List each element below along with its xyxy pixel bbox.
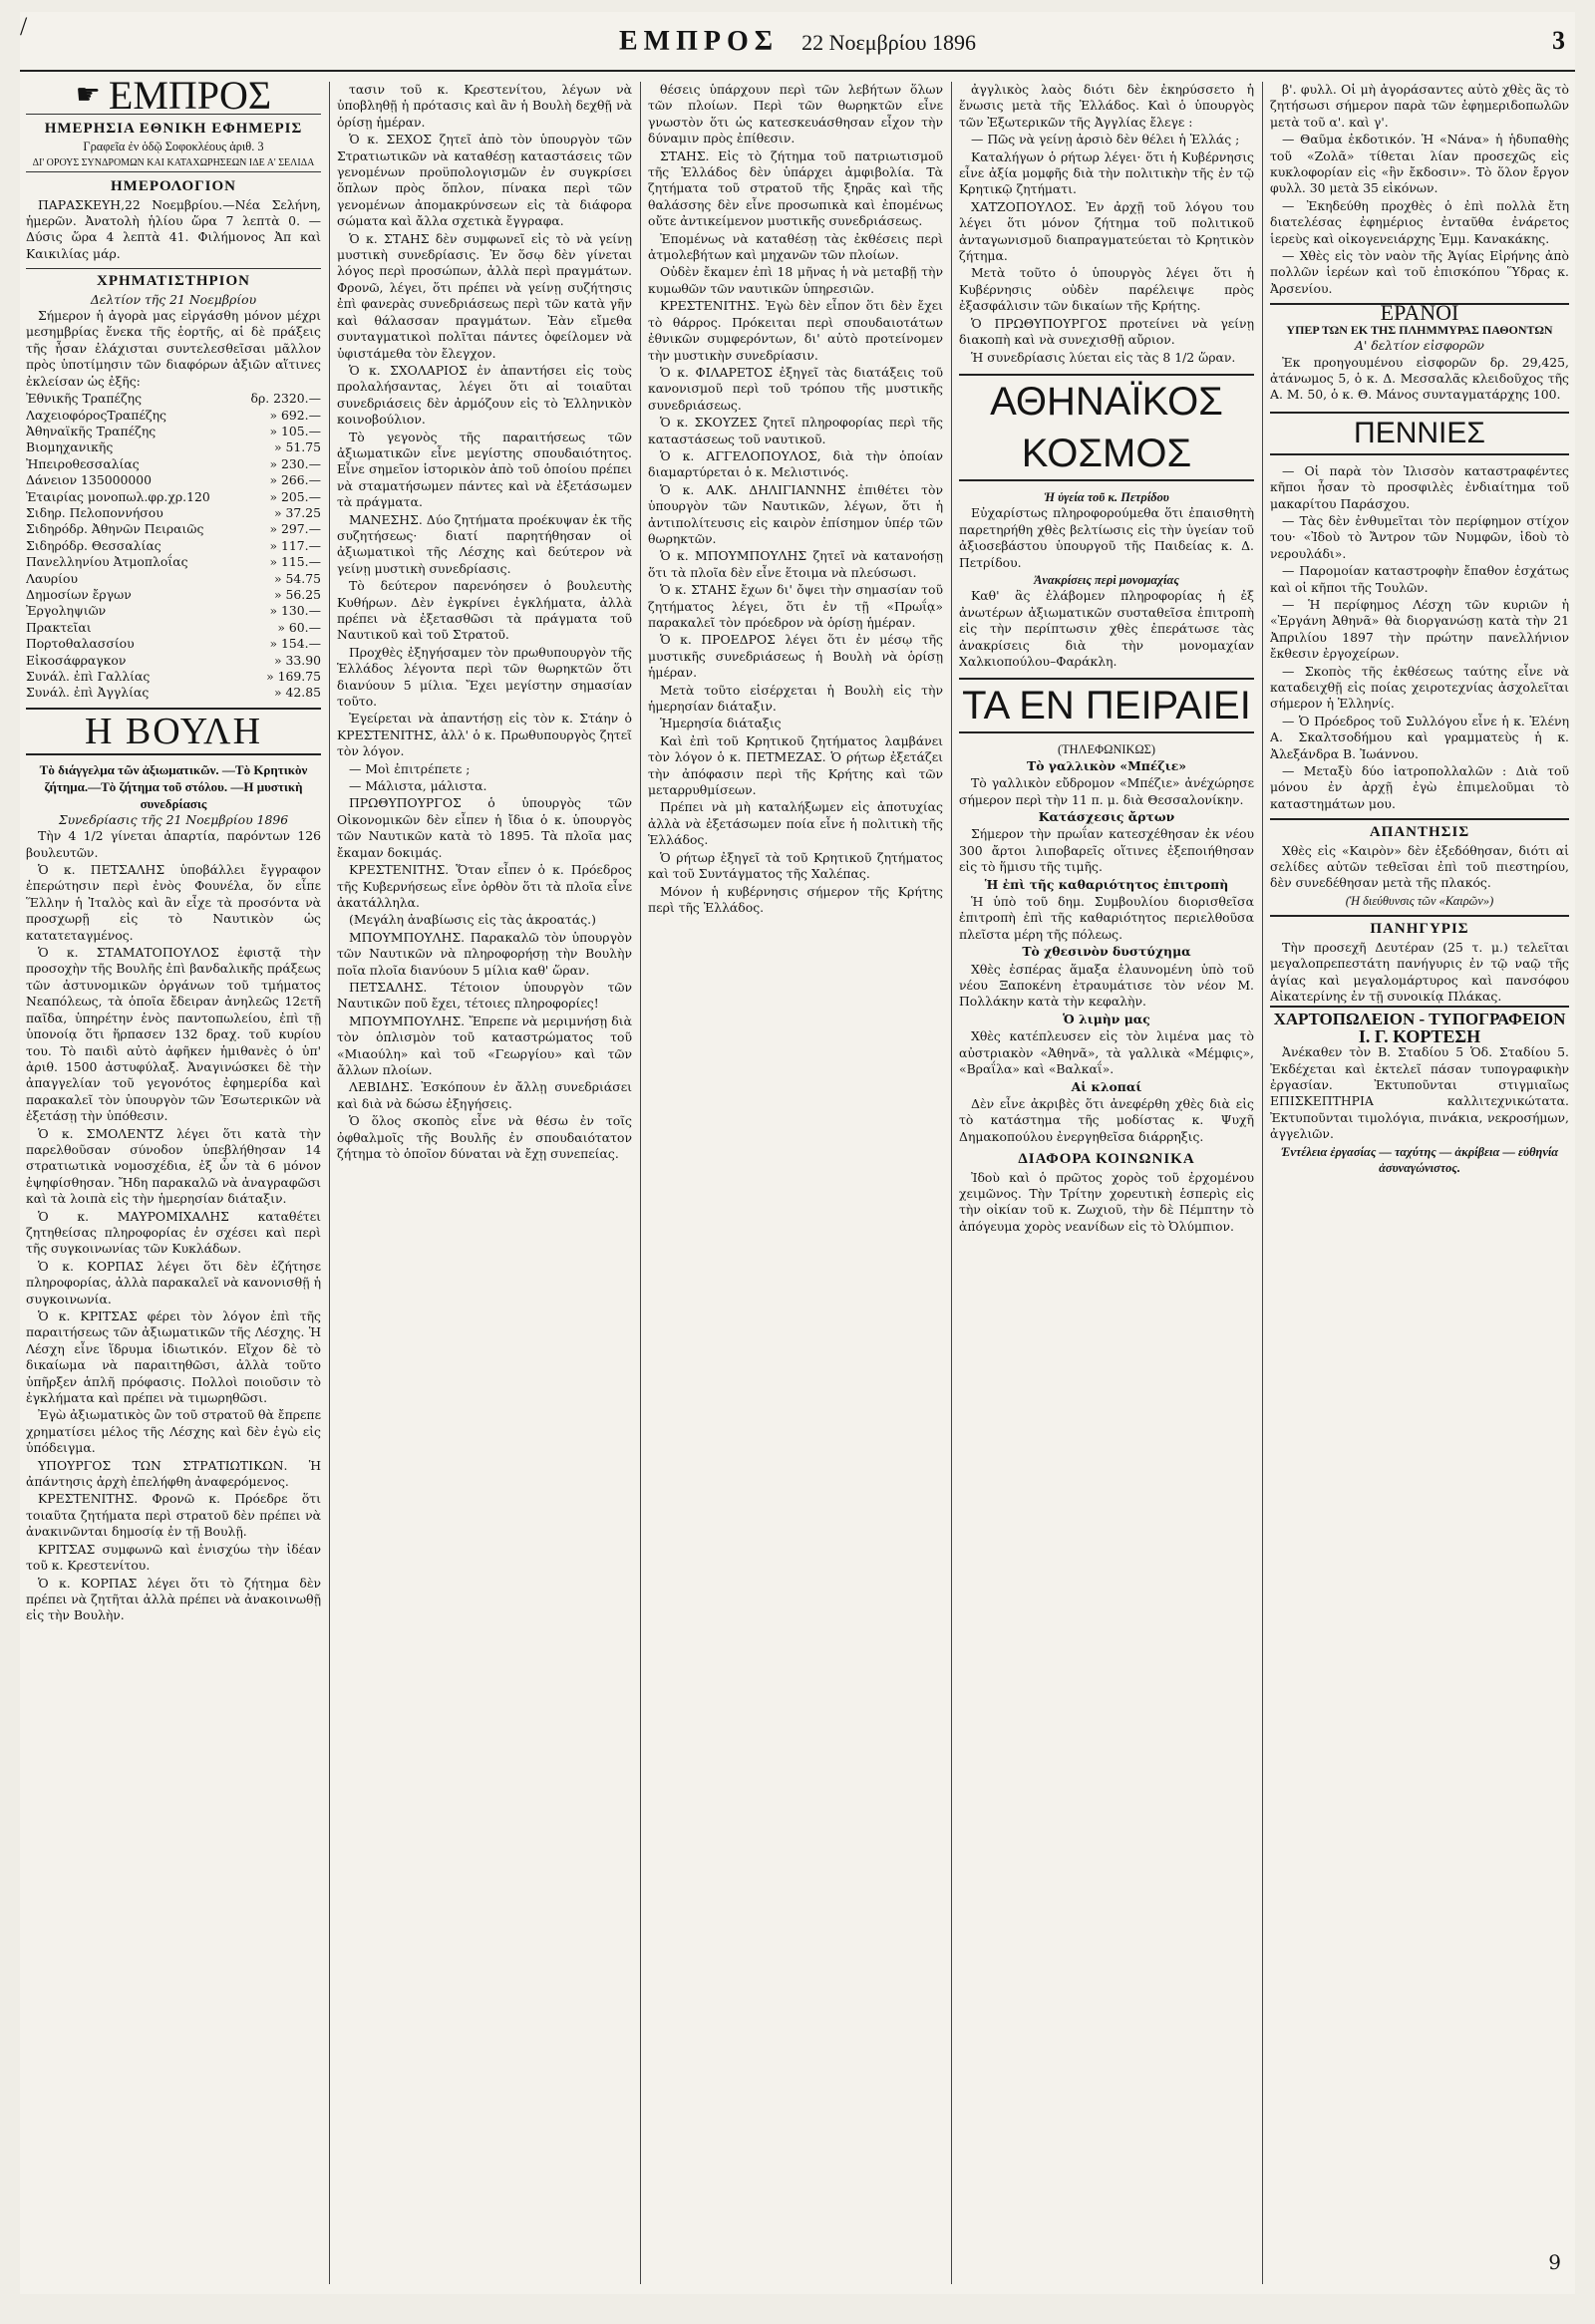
security-name: Δημοσίων ἔργων [26, 586, 132, 602]
calendar-text: ΠΑΡΑΣΚΕΥΗ,22 Νοεμβρίου.—Νέα Σελήνη, ἡμερῶν. Ἀνατολὴ ἡλίου ὥρα 7 λεπτὰ 0. —Δύσις ὥρα 4 λεπτὰ 41. Φιλήμονος Ἀπ καὶ Καικιλίας μάρ. [26, 196, 321, 261]
article-paragraph: Ἐπομένως νὰ καταθέσῃ τὰς ἐκθέσεις περὶ ἀτμολεβήτων καὶ μηχανῶν τῶν πλοίων. [648, 230, 943, 263]
newspaper-name: ΕΜΠΡΟΣ [619, 26, 780, 57]
kosmos-health-text: Εὐχαρίστως πληροφορούμεθα ὅτι ἐπαισθητὴ παρετηρήθη χθὲς βελτίωσις εἰς τὴν ὑγείαν τοῦ ἀξιοσεβάστου ὑπουργοῦ τῆς Παιδείας κ. Δ. Πετρίδου. [959, 505, 1254, 570]
issue-date: 22 Νοεμβρίου 1896 [801, 30, 976, 55]
article-paragraph: ἀγγλικὸς λαὸς διότι δὲν ἐκηρύσσετο ἡ ἕνωσις μετὰ τῆς Ἑλλάδος. Καὶ ὁ ὑπουργὸς τῶν Ἐξωτερικῶν τῆς Ἀγγλίας ἔλεγε : [959, 82, 1254, 130]
article-paragraph: Ὁ κ. ΣΤΑΗΣ ἔχων δι' ὄψει τὴν σημασίαν τοῦ ζητήματος λέγει, ὅτι ἐν τῇ «Πρωΐᾳ» παρακαλεῖ τὸν πρόεδρον νὰ ὁρίσῃ ἡμέραν. [648, 582, 943, 630]
kosmos-duel-heading: Ἀνακρίσεις περὶ μονομαχίας [1034, 572, 1179, 587]
newspaper-page [20, 12, 1575, 2294]
exchange-row [26, 653, 321, 669]
column-rule [329, 82, 330, 2284]
security-price: » 42.85 [274, 685, 321, 701]
security-name: Σιδηρόδρ. Ἀθηνῶν Πειραιῶς [26, 521, 204, 537]
piraeus-item: Σήμερον τὴν πρωΐαν κατεσχέθησαν ἐκ νέου 300 ἄρτοι λιποβαρεῖς οἵτινες ἐξεποιήθησαν εἰς τὸ ἥμισυ τῆς τιμῆς. [959, 826, 1254, 875]
security-name: Βιομηχανικῆς [26, 439, 114, 455]
article-paragraph: ΜΠΟΥΜΠΟΥΛΗΣ. Ἔπρεπε νὰ μεριμνήσῃ διὰ τὸν ὁπλισμὸν τοῦ καταστρώματος τοῦ «Μιαούλη» καὶ τοῦ «Γεωργίου» καὶ τῶν ἄλλων πλοίων. [337, 1013, 632, 1077]
article-paragraph: Ὁ κ. ΣΚΟΥΖΕΣ ζητεῖ πληροφορίας περὶ τῆς καταστάσεως τοῦ ναυτικοῦ. [648, 415, 943, 446]
security-name: Πανελληνίου Ἀτμοπλοΐας [26, 554, 188, 570]
article-paragraph: Πρέπει νὰ μὴ καταλήξωμεν εἰς ἀποτυχίας ἀλλὰ νὰ ἐξετάσωμεν ποία εἶνε ἡ πολιτικὴ τῆς Ἑλλάδος. [648, 799, 943, 848]
article-paragraph: Ὁ κ. ΣΧΟΛΑΡΙΟΣ ἐν ἀπαντήσει εἰς τοὺς προλαλήσαντας, λέγει ὅτι αἱ τοιαῦται συνεδριάσεις δὲν ἀρμόζουν εἰς τὸ Ἑλληνικὸν κοινοβούλιον. [337, 362, 632, 428]
exchange-table [26, 391, 321, 702]
article-paragraph: Καταλήγων ὁ ρήτωρ λέγει· ὅτι ἡ Κυβέρνησις εἶνε ἀξία μομφῆς διὰ τὴν πολιτικὴν τῆς ἐν τῷ Κρητικῷ ζητήματι. [959, 148, 1254, 197]
security-price: » 692.— [269, 407, 321, 423]
piraeus-heading: ΤΑ ΕΝ ΠΕΙΡΑΙΕΙ [959, 678, 1254, 733]
exchange-row [26, 439, 321, 455]
exchange-row [26, 587, 321, 603]
security-price: » 105.— [269, 423, 321, 438]
pennies-item: — Τὰς δὲν ἐνθυμεῖται τὸν περίφημον στίχον του· «Ἰδοὺ τὸ Ἄντρον τῶν Νυμφῶν, ἰδοὺ τὸ νερουλάδι». [1270, 512, 1569, 561]
article-paragraph: Ὁ κ. ΚΟΡΠΑΣ λέγει ὅτι δὲν ἐζήτησε πληροφορίας, ἀλλὰ παρακαλεῖ νὰ κανονισθῇ ἡ συγκοινωνία. [26, 1258, 321, 1307]
boule-end [959, 82, 1254, 366]
exchange-row [26, 538, 321, 554]
boule-heading: Η ΒΟΥΛΗ [26, 708, 321, 755]
piraeus-news [959, 758, 1254, 1145]
article-paragraph: (Μεγάλη ἀναβίωσις εἰς τὰς ἀκροατάς.) [349, 912, 596, 928]
apadsis-text: Χθὲς εἰς «Καιρὸν» δὲν ἐξεδόθησαν, διότι αἱ σελίδες αὐτῶν τεθεῖσαι ἐπὶ τοῦ πιεστηρίου, δὲν συνεδέθησαν μετὰ τῆς πλακός. [1270, 842, 1569, 891]
security-price: » 33.90 [274, 652, 321, 668]
exchange-row [26, 554, 321, 570]
article-paragraph: Ἡ συνεδρίασις λύεται εἰς τὰς 8 1/2 ὥραν. [971, 349, 1236, 365]
article-paragraph: Προχθὲς ἐξηγήσαμεν τὸν πρωθυπουργὸν τῆς Ἑλλάδος λέγοντα περὶ τῶν θωρηκτῶν ὅτι διανύουν 5 μίλια. Ἔχει μεγίστην σημασίαν τοῦτο. [337, 644, 632, 710]
article-paragraph: Τὴν 4 1/2 γίνεται ἀπαρτία, παρόντων 126 βουλευτῶν. [26, 828, 321, 860]
security-name: Ἀθηναϊκῆς Τραπέζης [26, 423, 157, 438]
security-name: Ἐργοληψιῶν [26, 603, 107, 619]
article-paragraph: ΜΑΝΕΣΗΣ. Δύο ζητήματα προέκυψαν ἐκ τῆς συζητήσεως· διατί παρητήθησαν οἱ ἀξιωματικοὶ τῆς Λέσχης καὶ δεύτερον νὰ γείνῃ μυστικὴ συνεδρίασις. [337, 511, 632, 576]
ad-heading: ΧΑΡΤΟΠΩΛΕΙΟΝ - ΤΥΠΟΓΡΑΦΕΙΟΝ [1270, 1006, 1569, 1027]
article-paragraph: ΚΡΕΣΤΕΝΙΤΗΣ. Φρονῶ κ. Πρόεδρε ὅτι τοιαῦτα ζητήματα περὶ στρατοῦ δὲν πρέπει νὰ ἀνακινῶνται δημοσίᾳ ἐν τῇ Βουλῇ. [26, 1491, 321, 1540]
article-paragraph: Καὶ ἐπὶ τοῦ Κρητικοῦ ζητήματος λαμβάνει τὸν λόγον ὁ κ. ΠΕΤΜΕΖΑΣ. Ὁ ρήτωρ ἐξετάζει τὴν ἀπόφασιν περὶ τῆς Κρήτης καὶ τῶν μεταρρυθμίσεων. [648, 732, 943, 798]
exchange-row [26, 685, 321, 701]
security-price: » 130.— [269, 603, 321, 619]
article-paragraph: Μετὰ τοῦτο εἰσέρχεται ἡ Βουλὴ εἰς τὴν ἡμερησίαν διάταξιν. [648, 682, 943, 715]
masthead [20, 12, 1575, 72]
panigyris-heading: ΠΑΝΗΓΥΡΙΣ [1270, 915, 1569, 937]
exchange-row [26, 472, 321, 488]
piraeus-item: Τὸ γαλλικὸν «Μπέζιε» [1026, 757, 1187, 773]
article-paragraph: ΚΡΙΤΣΑΣ συμφωνῶ καὶ ἐνισχύω τὴν ἰδέαν τοῦ κ. Κρεστενίτου. [26, 1541, 321, 1574]
security-price: » 169.75 [266, 669, 321, 684]
exchange-heading: ΧΡΗΜΑΤΙΣΤΗΡΙΟΝ [26, 268, 321, 289]
pennies-item: — Μεταξὺ δύο ἰατροπολλαλῶν : Διὰ τοῦ μόνου ἐν ἀρχῇ ἐγὼ ἐπιμελοῦμαι τὸ καταστημάτων μου. [1270, 763, 1569, 811]
article-paragraph: Ἐγὼ ἀξιωματικὸς ὢν τοῦ στρατοῦ θὰ ἔπρεπε χρηματίσει μέλος τῆς Λέσχης καὶ δὲν ἐγὼ εἰς ὑπόδειγμα. [26, 1407, 321, 1456]
security-price: δρ. 2320.— [250, 391, 321, 407]
article-paragraph: — Μάλιστα, μάλιστα. [349, 778, 487, 794]
security-name: Σιδηρ. Πελοποννήσου [26, 504, 163, 520]
article-paragraph: — Μοὶ ἐπιτρέπετε ; [349, 760, 471, 776]
security-price: » 115.— [269, 554, 321, 570]
security-name: ΛαχειοφόροςΤραπέζης [26, 407, 166, 423]
column-5 [1270, 82, 1569, 2284]
security-name: Δάνειον 135000000 [26, 472, 153, 488]
article-paragraph: Ἐγείρεται νὰ ἀπαντήσῃ εἰς τὸν κ. Στάην ὁ ΚΡΕΣΤΕΝΙΤΗΣ, ἀλλ' ὁ κ. Πρωθυπουργὸς ζητεῖ τὸν λόγον. [337, 711, 632, 759]
article-paragraph: ΥΠΟΥΡΓΟΣ ΤΩΝ ΣΤΡΑΤΙΩΤΙΚΩΝ. Ἡ ἀπάντησις ἀρχὴ ἐπελήφθη ἀναφερόμενος. [26, 1457, 321, 1490]
article-paragraph: Μετὰ τοῦτο ὁ ὑπουργὸς λέγει ὅτι ἡ Κυβέρνησις οὐδὲν παρέλειψε πρὸς ἐξασφάλισιν τῶν δικαίων τῆς Κρήτης. [959, 265, 1254, 314]
boule-subheading: Τὸ διάγγελμα τῶν ἀξιωματικῶν. —Τὸ Κρητικὸν ζήτημα.—Τὸ ζήτημα τοῦ στόλου. —Η μυστικὴ συνεδρίασις [39, 761, 308, 811]
article-paragraph: — Πῶς νὰ γείνῃ ἀρσιὸ δὲν θέλει ἡ Ἑλλάς ; [971, 132, 1240, 147]
piraeus-item: Ὁ λιμὴν μας [1063, 1011, 1150, 1026]
security-name: Πρακτεῖαι [26, 619, 92, 635]
article-paragraph: Ὁ ὅλος σκοπὸς εἶνε νὰ θέσω ἐν τοῖς ὀφθαλμοῖς τῆς Βουλῆς ἐν σπουδαιότατον ζήτημα τὸ ὁποῖον δύναται νὰ ἔχῃ συνεπείας. [337, 1113, 632, 1161]
logo-text: ΕΜΠΡΟΣ [108, 82, 272, 118]
article-paragraph: Μόνον ἡ κυβέρνησις σήμερον τῆς Κρήτης περὶ τῆς Ἑλλάδος. [648, 883, 943, 915]
exchange-row [26, 408, 321, 424]
news-item: — Θαῦμα ἐκδοτικόν. Ἡ «Νάνα» ἡ ἡδυπαθὴς τοῦ «Ζολᾶ» τίθεται λίαν προσεχῶς εἰς κυκλοφορίαν εἰς «ἣν ἔκδοσιν». Τὸ ὅλον ἔργον φυλλ. 30 μετὰ 35 εἰκόνων. [1270, 132, 1569, 196]
column-rule [951, 82, 952, 2284]
security-price: » 37.25 [274, 504, 321, 520]
kosmos-duel-text: Καθ' ἃς ἐλάβομεν πληροφορίας ἡ ἐξ ἀνωτέρων ἀξιωματικῶν συσταθεῖσα ἐπιτροπὴ εἰς τὴν περίπτωσιν χθὲς ἐπεράτωσε τὰς ἀνακρίσεις διὰ τὴν μονομαχίαν Χαλκιοπούλου–Φαράκλη. [959, 588, 1254, 669]
security-name: Συνάλ. ἐπὶ Γαλλίας [26, 669, 151, 684]
piraeus-subheading: (ΤΗΛΕΦΩΝΙΚΩΣ) [1057, 742, 1156, 757]
exchange-row [26, 391, 321, 407]
pennies-item: — Οἱ παρὰ τὸν Ἰλισσὸν καταστραφέντες κῆποι ἦσαν τὸ προσφιλὲς ἐνδιαίτημα τοῦ μακαρίτου Παράσχου. [1270, 462, 1569, 511]
article-paragraph: Τὸ δεύτερον παρενόησεν ὁ βουλευτὴς Κυθήρων. Δὲν ἐγκρίνει ἐγκλήματα, ἀλλὰ πρέπει νὰ ἐξετασθῶσι τὰ πράγματα τοῦ Ναυτικοῦ καὶ τοῦ Στρατοῦ. [337, 578, 632, 643]
article-paragraph: Ὁ κ. ΜΑΥΡΟΜΙΧΑΛΗΣ καταθέτει ζητηθείσας πληροφορίας ἐν σχέσει καὶ περὶ τῆς συγκοινωνίας τῶν Κυκλάδων. [26, 1208, 321, 1257]
kosmos-health-heading: Ἡ ὑγεία τοῦ κ. Πετρίδου [1044, 489, 1169, 504]
article-paragraph: ΣΤΑΗΣ. Εἰς τὸ ζήτημα τοῦ πατριωτισμοῦ τῆς Ἑλλάδος δὲν ὑπάρχει ἀμφιβολία. Τὰ ζητήματα τοῦ στρατοῦ τῆς ξηρᾶς καὶ τῆς θαλάσσης δὲν εἶνε προσωπικὰ καὶ ἐπομένως οὔτε ἀντικείμενον μυστικῆς συνεδριάσεως. [648, 147, 943, 229]
security-name: Συνάλ. ἐπὶ Ἀγγλίας [26, 685, 150, 701]
column-3 [648, 82, 943, 2284]
article-paragraph: Ὁ ρήτωρ ἐξηγεῖ τὰ τοῦ Κρητικοῦ ζητήματος καὶ τοῦ Συντάγματος τῆς Χαλέπας. [648, 849, 943, 882]
exchange-row [26, 669, 321, 685]
security-name: Σιδηρόδρ. Θεσσαλίας [26, 537, 161, 553]
article-paragraph: Ὁ κ. ΣΤΑΜΑΤΟΠΟΥΛΟΣ ἐφιστᾷ τὴν προσοχὴν τῆς Βουλῆς ἐπὶ βανδαλικῆς πράξεως τῶν ἀστυνομικῶν ὀργάνων τοῦ τμήματος Νεαπόλεως, τὰ ὁποῖα ἔδειραν ἀνηλεῶς 12ετῆ παῖδα, ὑπηρέτην ἑνὸς παντοπωλείου, ἐπὶ τῇ ὑπονοίᾳ ὅτι ἥρπασεν 132 δραχ. τοῦ κυρίου του. Τὸ παιδὶ αὐτὸ ἀφῆκεν ἡμιθανὲς ὁ ὑπ' ἀριθ. 1500 ἀστυφύλαξ. Ἀναγινώσκει δὲ τὴν ἀπαγγελίαν τοῦ γεγονότος ἐφημερίδα καὶ παρακαλεῖ τὸν ὑπουργὸν τῶν Ἐσωτερικῶν νὰ ἐξετάσῃ τὴν ὑπόθεσιν. [26, 945, 321, 1124]
pennies-item: — Ἡ περίφημος Λέσχη τῶν κυριῶν ἡ «Ἐργάνη Ἀθηνᾶ» θὰ διοργανώσῃ κατὰ τὴν 21 Ἀπριλίου 1897 τὴν πρώτην πανελλήνιον ἔκθεσιν ἐργοχείρων. [1270, 596, 1569, 662]
article-paragraph: Τὸ γεγονὸς τῆς παραιτήσεως τῶν ἀξιωματικῶν εἶνε μεγίστης σπουδαιότητος. Εἶνε σημεῖον ἱστορικὸν ἀπὸ τοῦ ὁποίου πρέπει νὰ σταματήσωμεν πάντες καὶ νὰ ἐξετάσωμεν τὰ πράγματα. [337, 429, 632, 510]
page-mark: 9 [1548, 2250, 1561, 2274]
piraeus-item: Δὲν εἶνε ἀκριβὲς ὅτι ἀνεφέρθη χθὲς διὰ εἰς τὸ κατάστημα τῆς μοδίστας κ. Ψυχῆ Δημακοπούλου ἐνεργηθεῖσα διάρρηξις. [959, 1095, 1254, 1144]
ad-footer: Ἐντέλεια ἐργασίας — ταχύτης — ἀκρίβεια — εὐθηνία ἀσυναγώνιστος. [1280, 1144, 1559, 1175]
subscription-terms: ΔΙ' ΟΡΟΥΣ ΣΥΝΔΡΟΜΩΝ ΚΑΙ ΚΑΤΑΧΩΡΗΣΕΩΝ ΙΔΕ Α' ΣΕΛΙΔΑ [26, 155, 321, 172]
exchange-row [26, 424, 321, 439]
eranoi-text: Ἐκ προηγουμένου εἰσφορῶν δρ. 29,425, ἀτάνωμος 5, ὁ κ. Δ. Μεσσαλᾶς κλειδοῦχος τῆς Α. Μ. 50, ὁ κ. Θ. Μάνος συνταγματάρχης 100. [1270, 354, 1569, 403]
exchange-row [26, 636, 321, 652]
boule-continued-2 [648, 82, 943, 916]
boule-article [26, 828, 321, 1624]
article-paragraph: Ὁ κ. ΠΡΟΕΔΡΟΣ λέγει ὅτι ἐν μέσῳ τῆς μυστικῆς συνεδριάσεως ἡ Βουλὴ νὰ ὁρίσῃ ἡμέραν. [648, 632, 943, 681]
calendar-heading: ΗΜΕΡΟΛΟΓΙΟΝ [111, 178, 236, 195]
masthead-title [20, 26, 1575, 58]
eranoi-subheading: ΥΠΕΡ ΤΩΝ ΕΚ ΤΗΣ ΠΛΗΜΜΥΡΑΣ ΠΑΘΟΝΤΩΝ [1286, 322, 1553, 337]
exchange-intro: Σήμερον ἡ ἀγορὰ μας εἰργάσθη μόνον μέχρι μεσημβρίας ἕνεκα τῆς ἑορτῆς, αἱ δὲ πράξεις τῆς ἦσαν ἐλάχισται συντελεσθεῖσαι μᾶλλον πρὸς ὑποτίμησιν τῶν διαφόρων ἀξιῶν αἵτινες ἐκλείσαν ὡς ἐξῆς: [26, 308, 321, 389]
social-heading: ΔΙΑΦΟΡΑ ΚΟΙΝΩΝΙΚΑ [1018, 1151, 1195, 1168]
security-price: » 117.— [269, 537, 321, 553]
column-4 [959, 82, 1254, 2284]
piraeus-item: Τὸ γαλλικὸν εὔδρομον «Μπέζιε» ἀνέχώρησε σήμερον περὶ τὴν 11 π. μ. διὰ Θεσσαλονίκην. [959, 775, 1254, 807]
margin-mark: / [20, 12, 28, 41]
eranoi-heading: ΕΡΑΝΟΙ [1270, 303, 1569, 321]
kosmos-heading: ΑΘΗΝΑΪΚΟΣ ΚΟΣΜΟΣ [959, 374, 1254, 481]
security-name: Ἑταιρίας μονοπωλ.φρ.χρ.120 [26, 488, 210, 504]
ad-name: Ι. Γ. ΚΟΡΤΕΣΗ [1358, 1025, 1481, 1046]
security-price: » 60.— [277, 619, 321, 635]
piraeus-item: Τὸ χθεσινὸν δυστύχημα [1022, 944, 1191, 960]
article-paragraph: ΜΠΟΥΜΠΟΥΛΗΣ. Παρακαλῶ τὸν ὑπουργὸν τῶν Ναυτικῶν νὰ πληροφορήσῃ τὴν Βουλὴν ποῖα πλοῖα διανύουν 5 μίλια καθ' ὥραν. [337, 929, 632, 978]
exchange-row [26, 456, 321, 472]
article-paragraph: ΠΕΤΣΑΛΗΣ. Τέτοιον ὑπουργὸν τῶν Ναυτικῶν ποῦ ἔχει, τέτοιες πληροφορίες! [337, 979, 632, 1012]
security-price: » 154.— [269, 636, 321, 652]
article-paragraph: Ὁ κ. ΜΠΟΥΜΠΟΥΛΗΣ ζητεῖ νὰ κατανοήσῃ ὅτι τὰ πλοῖα δὲν εἶνε ἕτοιμα νὰ πλεύσωσι. [648, 548, 943, 580]
pennies-heading: ΠΕΝΝΙΕΣ [1270, 412, 1569, 455]
social-text: Ἰδοὺ καὶ ὁ πρῶτος χορὸς τοῦ ἐρχομένου χειμῶνος. Τὴν Τρίτην χορευτικὴ ἑσπερὶς εἰς τὴν οἰκίαν τοῦ κ. Ζωχιοῦ, τὴν δὲ Πέμπτην τὸ ἀπόγευμα χορὸς νεανίδων εἰς τὸ Ὀλύμπιον. [959, 1169, 1254, 1234]
article-paragraph: Ὁ κ. ΣΜΟΛΕΝΤΖ λέγει ὅτι κατὰ τὴν παρελθοῦσαν σύνοδον ὑπεβλήθησαν 14 στρατιωτικὰ νομοσχέδια, ἐξ ὧν τὰ 6 μόνον ἐψηφίσθησαν. Ἤδη παρακαλῶ νὰ ἀναγραφῶσι καὶ τὰ λοιπὰ εἰς τὴν ἡμερησίαν διάταξιν. [26, 1125, 321, 1207]
security-name: Ἐθνικῆς Τραπέζης [26, 391, 143, 407]
page-number: 3 [1552, 26, 1565, 55]
security-price: » 56.25 [274, 586, 321, 602]
article-paragraph: ΚΡΕΣΤΕΝΙΤΗΣ. Ὅταν εἶπεν ὁ κ. Πρόεδρος τῆς Κυβερνήσεως εἶνε ὀρθὸν ὅτι τὰ πλοῖα εἶνε ἀκατάλληλα. [337, 862, 632, 910]
article-paragraph: ΚΡΕΣΤΕΝΙΤΗΣ. Ἐγὼ δὲν εἶπον ὅτι δὲν ἔχει τὸ θάρρος. Πρόκειται περὶ σπουδαιοτάτων ἐθνικῶν συμφερόντων, δι' αὐτὸ προτείνομεν τὴν μυστικὴν συνεδρίασιν. [648, 298, 943, 363]
article-paragraph: Ὁ ΠΡΩΘΥΠΟΥΡΓΟΣ προτείνει νὰ γείνῃ διακοπὴ καὶ νὰ συνεχισθῇ αὔριον. [959, 315, 1254, 348]
col5-news [1270, 132, 1569, 297]
exchange-row [26, 505, 321, 521]
article-paragraph: Οὐδὲν ἔκαμεν ἐπὶ 18 μῆνας ἡ νὰ μεταβῇ τὴν κυμωθῶν τῶν ναυτικῶν ὑπηρεσιῶν. [648, 264, 943, 296]
exchange-row [26, 571, 321, 587]
piraeus-item: Κατάσχεσις ἄρτων [1038, 809, 1175, 824]
news-item: — Ἐκηδεύθη προχθὲς ὁ ἐπὶ πολλὰ ἔτη διατελέσας ἐφημέριος ἐνταῦθα ἐνάρετος ἱερεὺς καὶ οἰκογενειάρχης Ἐμμ. Κανακάκης. [1270, 197, 1569, 246]
security-price: » 230.— [269, 455, 321, 471]
paper-subtitle: ΗΜΕΡΗΣΙΑ ΕΘΝΙΚΗ ΕΦΗΜΕΡΙΣ [44, 121, 303, 137]
panigyris-text: Τὴν προσεχῆ Δευτέραν (25 τ. μ.) τελεῖται μεγαλοπρεπεστάτη πανήγυρις ἐν τῷ ναῷ τῆς ἁγίας καὶ μεγαλομάρτυρος καὶ πανσόφου Αἰκατερίνης ἐν τῇ συνοικίᾳ Πλάκας. [1270, 939, 1569, 1004]
article-paragraph: Ὁ κ. ΑΓΓΕΛΟΠΟΥΛΟΣ, διὰ τὴν ὁποίαν διαμαρτύρεται ὁ κ. Μελιστινός. [648, 447, 943, 480]
news-item: — Χθὲς εἰς τὸν ναὸν τῆς Ἁγίας Εἰρήνης ἀπὸ πολλῶν ἱερέων καὶ τοῦ ἐπισκόπου Ὕδρας κ. Ἀρσενίου. [1270, 248, 1569, 296]
security-name: Πορτοθαλασσίου [26, 636, 135, 652]
apadsis-signature: (Ἡ διεύθυνσις τῶν «Καιρῶν») [1345, 893, 1494, 908]
pennies-list [1270, 463, 1569, 813]
piraeus-item: Ἡ ἐπὶ τῆς καθαριότητος ἐπιτροπὴ [984, 876, 1229, 892]
article-paragraph: ΧΑΤΖΟΠΟΥΛΟΣ. Ἐν ἀρχῇ τοῦ λόγου του λέγει ὅτι μόνον ζήτημα τοῦ πολιτικοῦ ἀνταγωνισμοῦ διαπραγματεύεται τὸ Κρητικὸν ζήτημα. [959, 198, 1254, 264]
piraeus-item: Χθὲς ἐσπέρας ἅμαξα ἐλαυνομένη ὑπὸ τοῦ νέου Ξαποκένη ἐτραυμάτισε τὸν νέον Μ. Πολλάκην κατὰ τὴν κεφαλὴν. [959, 961, 1254, 1010]
boule-continued [337, 82, 632, 1162]
security-name: Ἠπειροθεσσαλίας [26, 455, 140, 471]
logo-block [26, 82, 321, 118]
article-paragraph: Ὁ κ. ΑΛΚ. ΔΗΛΙΓΙΑΝΝΗΣ ἐπιθέτει τὸν ὑπουργὸν τῶν Ναυτικῶν, λέγων, ὅτι ἡ ἀντιπολίτευσις εἰς καιρὸν ἐπίσημον ὑπέρ τῶν θωρηκτῶν. [648, 481, 943, 546]
piraeus-item: Ἡ ὑπὸ τοῦ δημ. Συμβουλίου διορισθεῖσα ἐπιτροπὴ ἐπὶ τῆς καθαριότητος περιελθοῦσα πλεῖστα μέρη τῆς πόλεως. [959, 894, 1254, 942]
article-paragraph: ΛΕΒΙΔΗΣ. Ἐσκόπουν ἐν ἄλλῃ συνεδριάσει καὶ διὰ νὰ δώσω ἐξηγήσεις. [337, 1079, 632, 1111]
offices-line: Γραφεῖα ἐν ὁδῷ Σοφοκλέους ἀριθ. 3 [83, 140, 264, 154]
article-paragraph: θέσεις ὑπάρχουν περὶ τῶν λεβήτων ὅλων τῶν πλοίων. Περὶ τῶν θωρηκτῶν εἶνε γνωστὸν ὅτι ὡς κατεσκευάσθησαν εἶχον τὴν δύναμιν πρὸς ἐπίθεσιν. [648, 82, 943, 146]
pennies-item: — Ὁ Πρόεδρος τοῦ Συλλόγου εἶνε ἡ κ. Ἑλένη Α. Σκαλτσοδήμου καὶ γραμματεὺς ἡ κ. Ἀλεξάνδρα Β. Ἰωάννου. [1270, 713, 1569, 761]
pennies-item: — Σκοπὸς τῆς ἐκθέσεως ταύτης εἶνε νὰ καταδειχθῇ εἰς ποίας χειροτεχνίας ἀσχολεῖται σήμερον ἡ Ἑλληνίς. [1270, 663, 1569, 712]
security-price: » 266.— [269, 472, 321, 488]
piraeus-item: Χθὲς κατέπλευσεν εἰς τὸν λιμένα μας τὸ αὐστριακὸν «Ἀθηνᾶ», τὰ γαλλικὰ «Μέμφις», «Βραΐλα» καὶ «Βαλκαΐ». [959, 1028, 1254, 1077]
article-paragraph: τασιν τοῦ κ. Κρεστενίτου, λέγων νὰ ὑποβληθῇ ἡ πρότασις καὶ ἂν ἡ Βουλὴ δεχθῇ νὰ ὁρίσῃ ἡμέραν. [337, 82, 632, 130]
column-2 [337, 82, 632, 2284]
pennies-item: — Παρομοίαν καταστροφὴν ἔπαθον ἐσχάτως καὶ οἱ κῆποι τῆς Τουλῶν. [1270, 563, 1569, 595]
security-name: Εἰκοσάφραγκον [26, 652, 127, 668]
article-paragraph: Ὁ κ. ΠΕΤΣΑΛΗΣ ὑποβάλλει ἔγγραφον ἐπερώτησιν περὶ ἐνὸς Φουνέλα, ὅν εἶπε Ἕλλην ἡ Ἰταλὸς καὶ ἂν εἶχε τὰ προσόντα νὰ προσχωρῇ εἰς τὸ Ναυτικὸν ὡς κατατεταγμένος. [26, 862, 321, 943]
article-paragraph: Ὁ κ. ΣΕΧΟΣ ζητεῖ ἀπὸ τὸν ὑπουργὸν τῶν Στρατιωτικῶν νὰ καταθέσῃ καταστάσεις τῶν γενομένων προϋπολογισμῶν ἐν συγκρίσει ὅπλων πρὸς ὅπλον, πίνακα περὶ τῶν γενομένων ἀπομακρύνσεων εἰς τὰ διάφορα σώματα καὶ ἄλλα σχετικὰ ἔγγραφα. [337, 132, 632, 229]
column-rule [1262, 82, 1263, 2284]
column-1 [26, 82, 321, 2284]
exchange-row [26, 620, 321, 636]
boule-session: Συνεδρίασις τῆς 21 Νοεμβρίου 1896 [58, 811, 289, 827]
security-price: » 205.— [269, 488, 321, 504]
security-price: » 51.75 [274, 439, 321, 455]
exchange-row [26, 489, 321, 505]
exchange-row [26, 521, 321, 537]
ad-text: Ἀνέκαθεν τὸν Β. Σταδίου 5 Ὁδ. Σταδίου 5. Ἐκδέχεται καὶ ἐκτελεῖ πάσαν τυπογραφικὴν ἐργασίαν. Ἐκτυποῦνται στιγμιαῖως ΕΠΙΣΚΕΠΤΗΡΙΑ καλλιτεχνικώτατα. Ἐκτυποῦνται τιμολόγια, πινάκια, νεκροσήμων, ἀγγελιῶν. [1270, 1044, 1569, 1142]
column-rule [640, 82, 641, 2284]
article-paragraph: Ὁ κ. ΦΙΛΑΡΕΤΟΣ ἐξηγεῖ τὰς διατάξεις τοῦ κανονισμοῦ περὶ τοῦ τρόπου τῆς μυστικῆς συνεδριάσεως. [648, 364, 943, 413]
col5-intro: β'. φυλλ. Οἱ μὴ ἀγοράσαντες αὐτὸ χθὲς ἂς τὸ ζητήσωσι σήμερον παρὰ τῶν ἐφημεριδοπωλῶν μετὰ τοῦ α'. καὶ γ'. [1270, 82, 1569, 130]
security-price: » 297.— [269, 521, 321, 537]
article-paragraph: Ὁ κ. ΚΟΡΠΑΣ λέγει ὅτι τὸ ζήτημα δὲν πρέπει νὰ ζητῆται ἀλλὰ πρέπει νὰ ἀνακοινωθῇ εἰς τὴν Βουλὴν. [26, 1575, 321, 1623]
apadsis-heading: ΑΠΑΝΤΗΣΙΣ [1270, 818, 1569, 840]
article-paragraph: Ἡμερησία διάταξις [660, 716, 782, 731]
security-name: Λαυρίου [26, 570, 78, 586]
exchange-row [26, 603, 321, 619]
security-price: » 54.75 [274, 570, 321, 586]
eranoi-deltion: Α' δελτίον εἰσφορῶν [1355, 338, 1484, 354]
article-paragraph: Ὁ κ. ΣΤΑΗΣ δὲν συμφωνεῖ εἰς τὸ νὰ γείνῃ μυστικὴ συνεδρίασις. Ἐν ὅσῳ δὲν γίνεται λόγος περὶ προσώπων, ἀλλὰ περὶ πραγμάτων. Φρονῶ, λέγει, ὅτι πρέπει νὰ γείνῃ συζήτησις ἐπὶ φανερὰς συνεδριάσεως περὶ τῶν κατὰ γῆν καὶ θάλασσαν πραγμάτων. Ἐὰν εἴμεθα συνταγματικοὶ πολῖται πάντες ὀφείλομεν νὰ ὑφιστάμεθα τὸν ἔλεγχον. [337, 230, 632, 361]
exchange-subheading: Δελτίον τῆς 21 Νοεμβρίου [90, 291, 257, 307]
article-paragraph: ΠΡΩΘΥΠΟΥΡΓΟΣ ὁ ὑπουργὸς τῶν Οἰκονομικῶν δὲν εἶπεν ἡ ἴδια ὁ κ. ὑπουργὸς τῶν Ναυτικῶν κατὰ τὸ 1895. Τὰ πλοῖα μας ἔκαμαν δοκιμάς. [337, 795, 632, 860]
article-paragraph: Ὁ κ. ΚΡΙΤΣΑΣ φέρει τὸν λόγον ἐπὶ τῆς παραιτήσεως τῶν ἀξιωματικῶν τῆς Λέσχης. Ἡ Λέσχη εἶνε ἵδρυμα ἰδιωτικόν. Εἴχον δὲ τὸ δικαίωμα νὰ παραιτηθῶσι, ἀλλὰ τοῦτο ὑπῆρξεν ἁπλῆ πρόφασις. Πολλοὶ ποιοῦσιν τὸ ἐγκλήματα καὶ πρέπει νὰ τιμωρηθῶσι. [26, 1308, 321, 1406]
pointing-hand-icon: ☛ [75, 82, 101, 111]
piraeus-item: Αἱ κλοπαί [1071, 1078, 1142, 1094]
